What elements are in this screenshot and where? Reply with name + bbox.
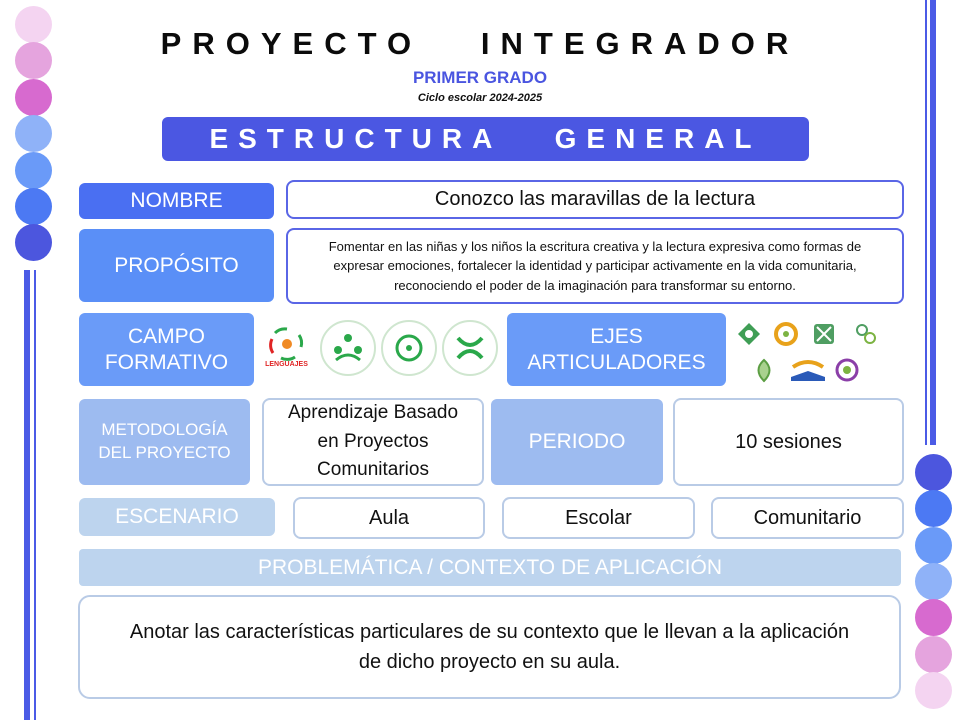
lenguajes-icon-text: LENGUAJES — [265, 361, 308, 368]
label-ejes-articuladores: EJES ARTICULADORES — [507, 313, 726, 386]
grade-label: PRIMER GRADO — [412, 68, 548, 87]
value-periodo: 10 sesiones — [673, 398, 904, 486]
label-metodologia: METODOLOGÍA DEL PROYECTO — [79, 399, 250, 485]
section-banner — [162, 117, 809, 161]
decor-dot — [915, 563, 952, 600]
label-periodo: PERIODO — [491, 399, 663, 485]
apropiacion-culturas-lectura-icon — [788, 356, 828, 384]
decor-bar — [930, 0, 936, 445]
label-campo-formativo: CAMPO FORMATIVO — [79, 313, 254, 386]
inclusion-icon — [735, 320, 763, 348]
decor-dot — [15, 224, 52, 261]
decor-dot — [915, 636, 952, 673]
decor-dot — [915, 672, 952, 709]
decor-bar — [925, 0, 927, 445]
lenguajes-icon — [259, 320, 314, 375]
escenario-escolar: Escolar — [502, 497, 695, 539]
decor-bar — [24, 270, 30, 720]
label-problematica: PROBLEMÁTICA / CONTEXTO DE APLICACIÓN — [79, 549, 901, 586]
value-proposito: Fomentar en las niñas y los niños la escritura creativa y la lectura expresiva como formas de expresar emociones, fortalecer la identidad y participar activamente en la vida comunitaria, reconociendo el poder de la imaginación para transformar su entorno. — [286, 228, 904, 304]
label-escenario: ESCENARIO — [79, 498, 275, 536]
igualdad-genero-icon — [852, 320, 880, 348]
pensamiento-critico-icon — [772, 320, 800, 348]
decor-bar — [34, 270, 36, 720]
decor-dot — [15, 79, 52, 116]
decor-dot — [15, 6, 52, 43]
decor-dot — [915, 599, 952, 636]
decor-dot — [15, 42, 52, 79]
decor-dot — [15, 152, 52, 189]
label-nombre: NOMBRE — [79, 183, 274, 219]
school-cycle: Ciclo escolar 2024-2025 — [417, 92, 543, 104]
decor-dot — [915, 454, 952, 491]
etica-naturaleza-sociedades-icon — [381, 320, 437, 376]
saberes-pensamiento-cientifico-icon — [320, 320, 376, 376]
artes-experiencias-esteticas-icon — [833, 356, 861, 384]
value-nombre: Conozco las maravillas de la lectura — [286, 180, 904, 219]
value-metodologia: Aprendizaje Basado en Proyectos Comunitarios — [262, 398, 484, 486]
escenario-comunitario: Comunitario — [711, 497, 904, 539]
label-proposito: PROPÓSITO — [79, 229, 274, 302]
vida-saludable-icon — [750, 356, 778, 384]
de-lo-humano-y-lo-comunitario-icon — [442, 320, 498, 376]
interculturalidad-icon — [810, 320, 838, 348]
decor-dot — [15, 115, 52, 152]
page-title: PROYECTO INTEGRADOR — [160, 26, 800, 61]
decor-dot — [915, 490, 952, 527]
decor-dot — [915, 527, 952, 564]
escenario-aula: Aula — [293, 497, 485, 539]
value-problematica: Anotar las características particulares de su contexto que le llevan a la aplicación de dicho proyecto en su aula. — [78, 595, 901, 699]
section-banner-text: ESTRUCTURA GENERAL — [209, 123, 762, 154]
decor-dot — [15, 188, 52, 225]
